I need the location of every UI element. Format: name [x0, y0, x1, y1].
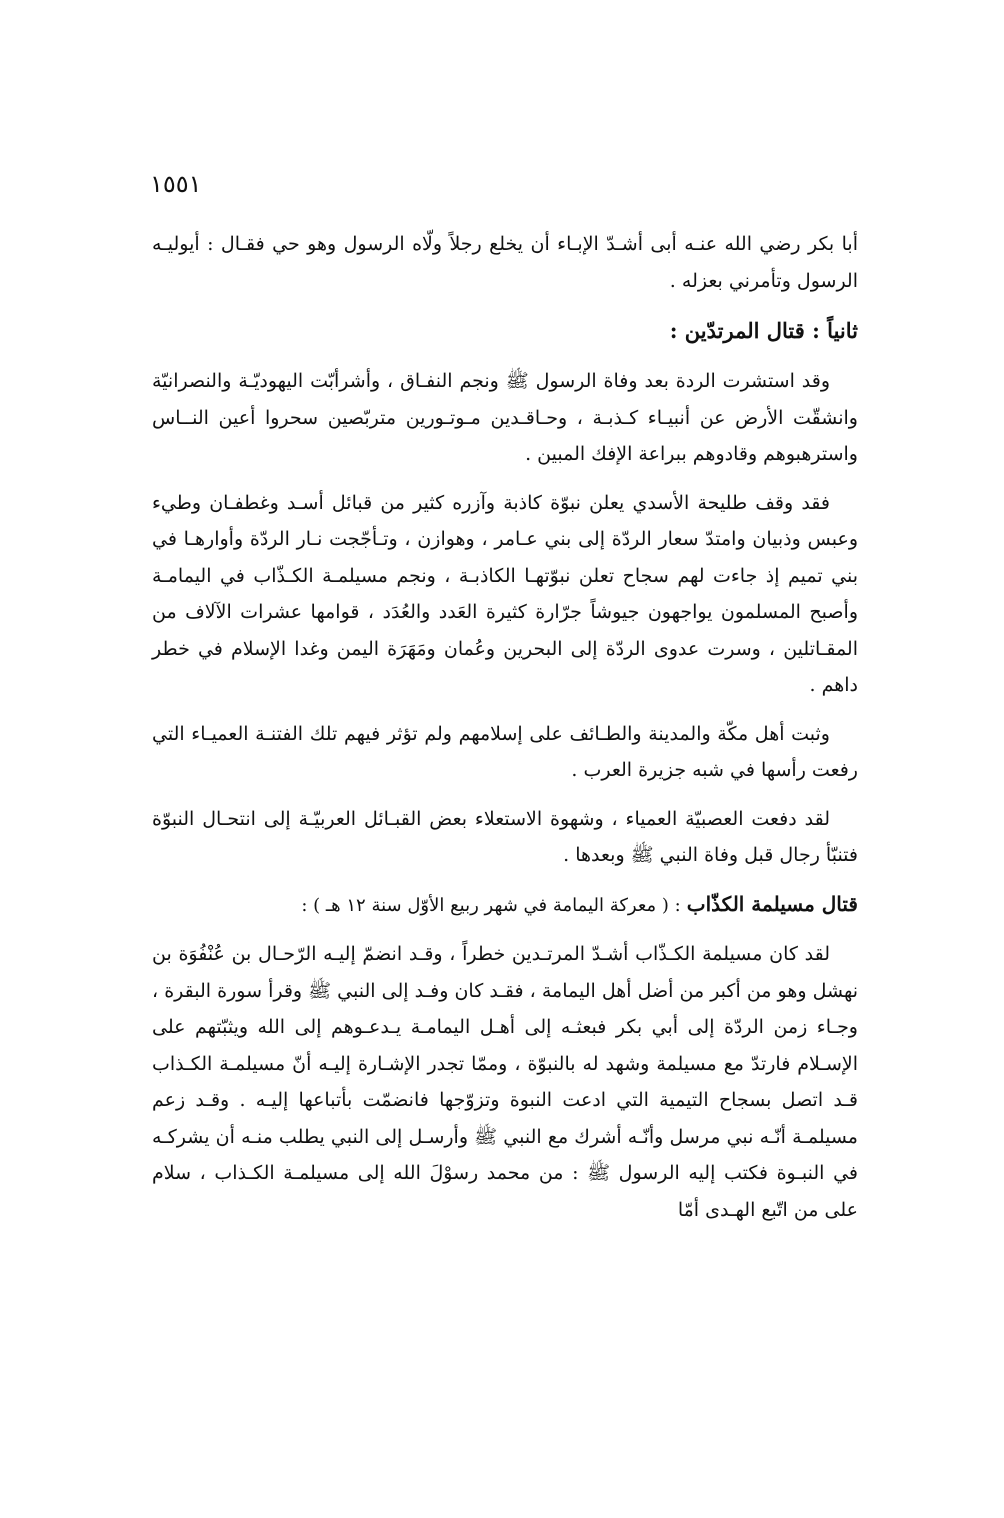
paragraph-5: لقد دفعت العصبيّة العمياء ، وشهوة الاستعلاء بعض القبـائل العربيّـة إلى انتحـال النبوّة فتنبّأ رجال قبل وفاة النبي ﷺ وبعدها .	[152, 807, 858, 866]
page-content	[152, 226, 858, 1240]
paragraph-4: وثبت أهل مكّة والمدينة والطـائف على إسلامهم ولم تؤثر فيهم تلك الفتنـة العميـاء التي رفعت رأسها في شبه جزيرة العرب .	[152, 722, 858, 781]
paragraph-6: لقد كان مسيلمة الكـذّاب أشـدّ المرتـدين خطراً ، وقـد انضمّ إليـه الرّحـال بن عُنْفُوَة بن نهشل وهو من أكبر من أضل أهل اليمامة ، فقـد كان وفـد إلى النبي ﷺ وقرأ سورة البقرة ، وجـاء زمن الردّة إلى أبي بكر فبعثـه إلى أهـل اليمامـة يـدعـوهم إلى الله ويثبّتهم على الإسـلام فارتدّ مع مسيلمة وشهد له بالنبوّة ، وممّا تجدر الإشـارة إليـه أنّ مسيلمـة الكـذاب قـد اتصل بسجاح التيمية التي ادعت النبوة وتزوّجها فانضمّت بأتباعها إليـه . وقـد زعم مسيلمـة أنّـه نبي مرسل وأنّـه أشرك مع النبي ﷺ وأرسـل إلى النبي يطلب منـه أن يشركـه في النبـوة فكتب إليه الرسول ﷺ : من محمد رسوْلَ الله إلى مسيلمـة الكـذاب ، سلام على من اتّبع الهـدى أمّا	[152, 943, 858, 1221]
section-heading-murtaddin: ثانياً : قتال المرتدّين :	[669, 318, 858, 343]
paragraph-3: فقد وقف طليحة الأسدي يعلن نبوّة كاذبة وآزره كثير من قبائل أسـد وغطفـان وطيء وعبس وذبيان وامتدّ سعار الردّة إلى بني عـامر ، وهوازن ، وتـأجّجت نـار الردّة وأوارهـا في بني تميم إذ جاءت لهم سجاح تعلن نبوّتهـا الكاذبـة ، ونجم مسيلمـة الكـذّاب في اليمامـة وأصبح المسلمون يواجهون جيوشاً جرّارة كثيرة العَدد والعُدَد ، قوامها عشرات الآلاف من المقـاتلين ، وسرت عدوى الردّة إلى البحرين وعُمان ومَهَرَة اليمن وغدا الإسلام في خطر داهم .	[152, 491, 858, 696]
heading-bold-text: قتال مسيلمة الكذّاب	[686, 891, 858, 916]
section-heading-musaylima	[152, 886, 858, 925]
page-number: ١٥٥١	[150, 170, 202, 198]
paragraph-1: أبا بكر رضي الله عنـه أبى أشـدّ الإبـاء أن يخلع رجلاً ولّاه الرسول وهو حي فقـال : أيوليـه الرسول وتأمرني بعزله .	[152, 233, 858, 292]
paragraph-2: وقد استشرت الردة بعد وفاة الرسول ﷺ ونجم النفـاق ، وأشرأبّت اليهوديّـة والنصرانيّة وانشقّت الأرض عن أنبيـاء كـذبـة ، وحـاقـدين مـوتـورين متربّصين سحروا أعين النــاس واسترهبوهم وقادوهم ببراعة الإفك المبين .	[152, 370, 858, 465]
heading-subtitle-text: : ( معركة اليمامة في شهر ربيع الأوّل سنة ١٢ هـ ) :	[301, 894, 681, 916]
